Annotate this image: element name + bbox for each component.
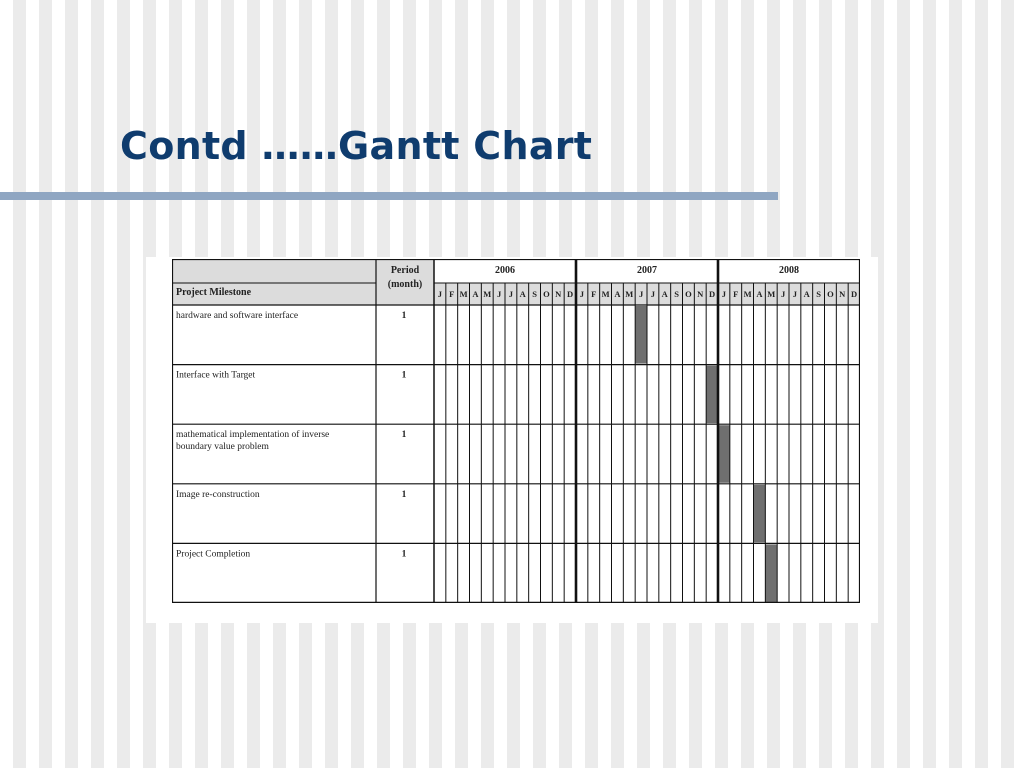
month-label: S (532, 289, 537, 299)
month-label: S (816, 289, 821, 299)
task-bar (765, 544, 777, 602)
month-label: M (459, 289, 468, 299)
month-label: A (661, 289, 668, 299)
task-name: mathematical implementation of inverse (176, 430, 330, 441)
month-label: N (555, 289, 562, 299)
task-name: boundary value problem (176, 442, 269, 453)
title-divider (0, 192, 778, 200)
month-label: J (650, 289, 656, 299)
task-bar (754, 485, 766, 543)
month-label: J (508, 289, 514, 299)
year-label-2007: 2007 (637, 265, 657, 276)
task-name: hardware and software interface (176, 311, 299, 321)
period-header-line2: (month) (387, 279, 423, 290)
month-label: N (697, 289, 704, 299)
month-label: O (827, 289, 834, 299)
month-label: J (792, 289, 798, 299)
task-period: 1 (401, 311, 407, 321)
month-label: J (721, 289, 727, 299)
slide-title: Contd ……Gantt Chart (120, 124, 593, 168)
month-label: A (472, 289, 479, 299)
month-label: M (743, 289, 752, 299)
month-label: M (625, 289, 634, 299)
task-name: Project Completion (176, 549, 251, 560)
month-label: J (780, 289, 786, 299)
task-period: 1 (401, 549, 407, 560)
month-label: A (519, 289, 526, 299)
month-label: J (638, 289, 644, 299)
task-period: 1 (401, 370, 407, 381)
month-label: F (449, 289, 455, 299)
month-label: D (709, 289, 716, 299)
month-label: F (591, 289, 597, 299)
month-label: D (851, 289, 858, 299)
month-label: S (674, 289, 679, 299)
month-label: A (756, 289, 763, 299)
month-label: A (803, 289, 810, 299)
month-label: M (483, 289, 492, 299)
month-label: A (614, 289, 621, 299)
task-bar (718, 425, 730, 483)
milestone-header-cell (172, 259, 376, 305)
month-label: J (496, 289, 502, 299)
period-header-line1: Period (390, 265, 420, 276)
gantt-chart (172, 259, 860, 603)
task-bar (635, 306, 647, 364)
month-label: N (839, 289, 846, 299)
task-bar (706, 366, 718, 424)
task-period: 1 (401, 489, 407, 500)
month-label: O (685, 289, 692, 299)
task-rows (176, 310, 407, 559)
month-label: O (543, 289, 550, 299)
month-label: F (733, 289, 739, 299)
task-name: Image re-construction (176, 489, 260, 500)
task-period: 1 (401, 430, 407, 441)
year-label-2006: 2006 (495, 265, 515, 276)
month-label: D (567, 289, 574, 299)
gantt-chart-svg (172, 259, 860, 603)
year-label-2008: 2008 (779, 265, 799, 276)
milestone-header: Project Milestone (176, 287, 252, 298)
task-name: Interface with Target (176, 370, 256, 381)
month-label: M (767, 289, 776, 299)
month-label: J (579, 289, 585, 299)
month-label: J (437, 289, 443, 299)
month-label: M (601, 289, 610, 299)
year-labels (495, 265, 799, 276)
